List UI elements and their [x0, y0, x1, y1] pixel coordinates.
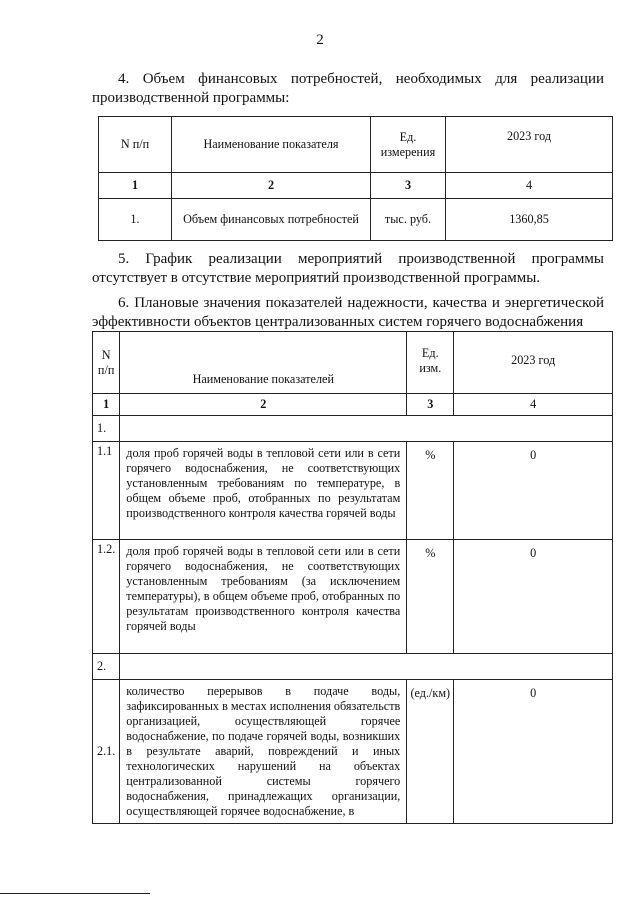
row-value-cell: 0: [454, 540, 613, 654]
row-number-cell: 1.: [99, 199, 172, 241]
section-4-heading: 4. Объем финансовых потребностей, необходимых для реализации производственной программы:: [92, 71, 604, 106]
row-name-cell: Объем финансовых потребностей: [172, 199, 371, 241]
header-cell-number: N п/п: [93, 332, 120, 394]
table-group-row: [93, 654, 613, 680]
header-cell-unit: Ед. изм.: [407, 332, 454, 394]
table-header-row: [93, 332, 613, 394]
column-number-cell: 1: [93, 394, 120, 416]
row-unit-cell: %: [407, 540, 454, 654]
row-value-cell: 1360,85: [446, 199, 613, 241]
column-number-cell: 4: [454, 394, 613, 416]
reliability-indicators-table: [92, 331, 613, 824]
table-column-number-row: [93, 394, 613, 416]
financial-needs-table: [98, 116, 613, 241]
header-cell-year: 2023 год: [454, 332, 613, 394]
column-number-cell: 4: [446, 173, 613, 199]
header-cell-name: Наименование показателя: [172, 117, 371, 173]
column-number-cell: 2: [120, 394, 407, 416]
header-cell-unit: Ед. измерения: [371, 117, 446, 173]
row-name-cell: количество перерывов в подаче воды, зафиксированных в местах исполнения обязательств организацией, осуществляющей горячее водоснабжение, по подаче горячей воды, возникших в результате аварий, повреждений и иных технологических нарушений на объектах централизованной системы горячего водоснабжения, принадлежащих организации, осуществляющей горячее водоснабжение, в: [120, 680, 407, 824]
row-number-cell: 1.2.: [93, 540, 120, 654]
row-number-cell: 1.1: [93, 442, 120, 540]
column-number-cell: 3: [407, 394, 454, 416]
page-number: 2: [316, 32, 324, 48]
table-row: [93, 442, 613, 540]
row-name-cell: доля проб горячей воды в тепловой сети или в сети горячего водоснабжения, не соответствующих установленным требованиям (за исключением температуры), в общем объеме проб, отобранных по результатам производственного контроля качества горячей воды: [120, 540, 407, 654]
row-unit-cell: (ед./км): [407, 680, 454, 824]
table-row: [93, 680, 613, 824]
table-group-row: [93, 416, 613, 442]
section-6-heading: 6. Плановые значения показателей надежности, качества и энергетической эффективности объектов централизованных систем горячего водоснабжения: [92, 295, 604, 330]
group-number-cell: 1.: [93, 416, 120, 442]
column-number-cell: 1: [99, 173, 172, 199]
header-cell-number: N п/п: [99, 117, 172, 173]
column-number-cell: 2: [172, 173, 371, 199]
header-cell-name: Наименование показателей: [120, 332, 407, 394]
footer-divider: [0, 893, 150, 894]
header-cell-year: 2023 год: [446, 117, 613, 173]
section-5-text: 5. График реализации мероприятий производственной программы отсутствует в отсутствие мероприятий производственной программы.: [92, 251, 604, 286]
row-value-cell: 0: [454, 680, 613, 824]
row-unit-cell: %: [407, 442, 454, 540]
row-value-cell: 0: [454, 442, 613, 540]
group-number-cell: 2.: [93, 654, 120, 680]
row-unit-cell: тыс. руб.: [371, 199, 446, 241]
table-header-row: [99, 117, 613, 173]
row-number-cell: 2.1.: [93, 680, 120, 824]
table-row: [93, 540, 613, 654]
table-column-number-row: [99, 173, 613, 199]
group-empty-cell: [120, 416, 613, 442]
column-number-cell: 3: [371, 173, 446, 199]
table-row: [99, 199, 613, 241]
group-empty-cell: [120, 654, 613, 680]
row-name-cell: доля проб горячей воды в тепловой сети или в сети горячего водоснабжения, не соответствующих установленным требованиям по температуре, в общем объеме проб, отобранных по результатам производственного контроля качества горячей воды: [120, 442, 407, 540]
